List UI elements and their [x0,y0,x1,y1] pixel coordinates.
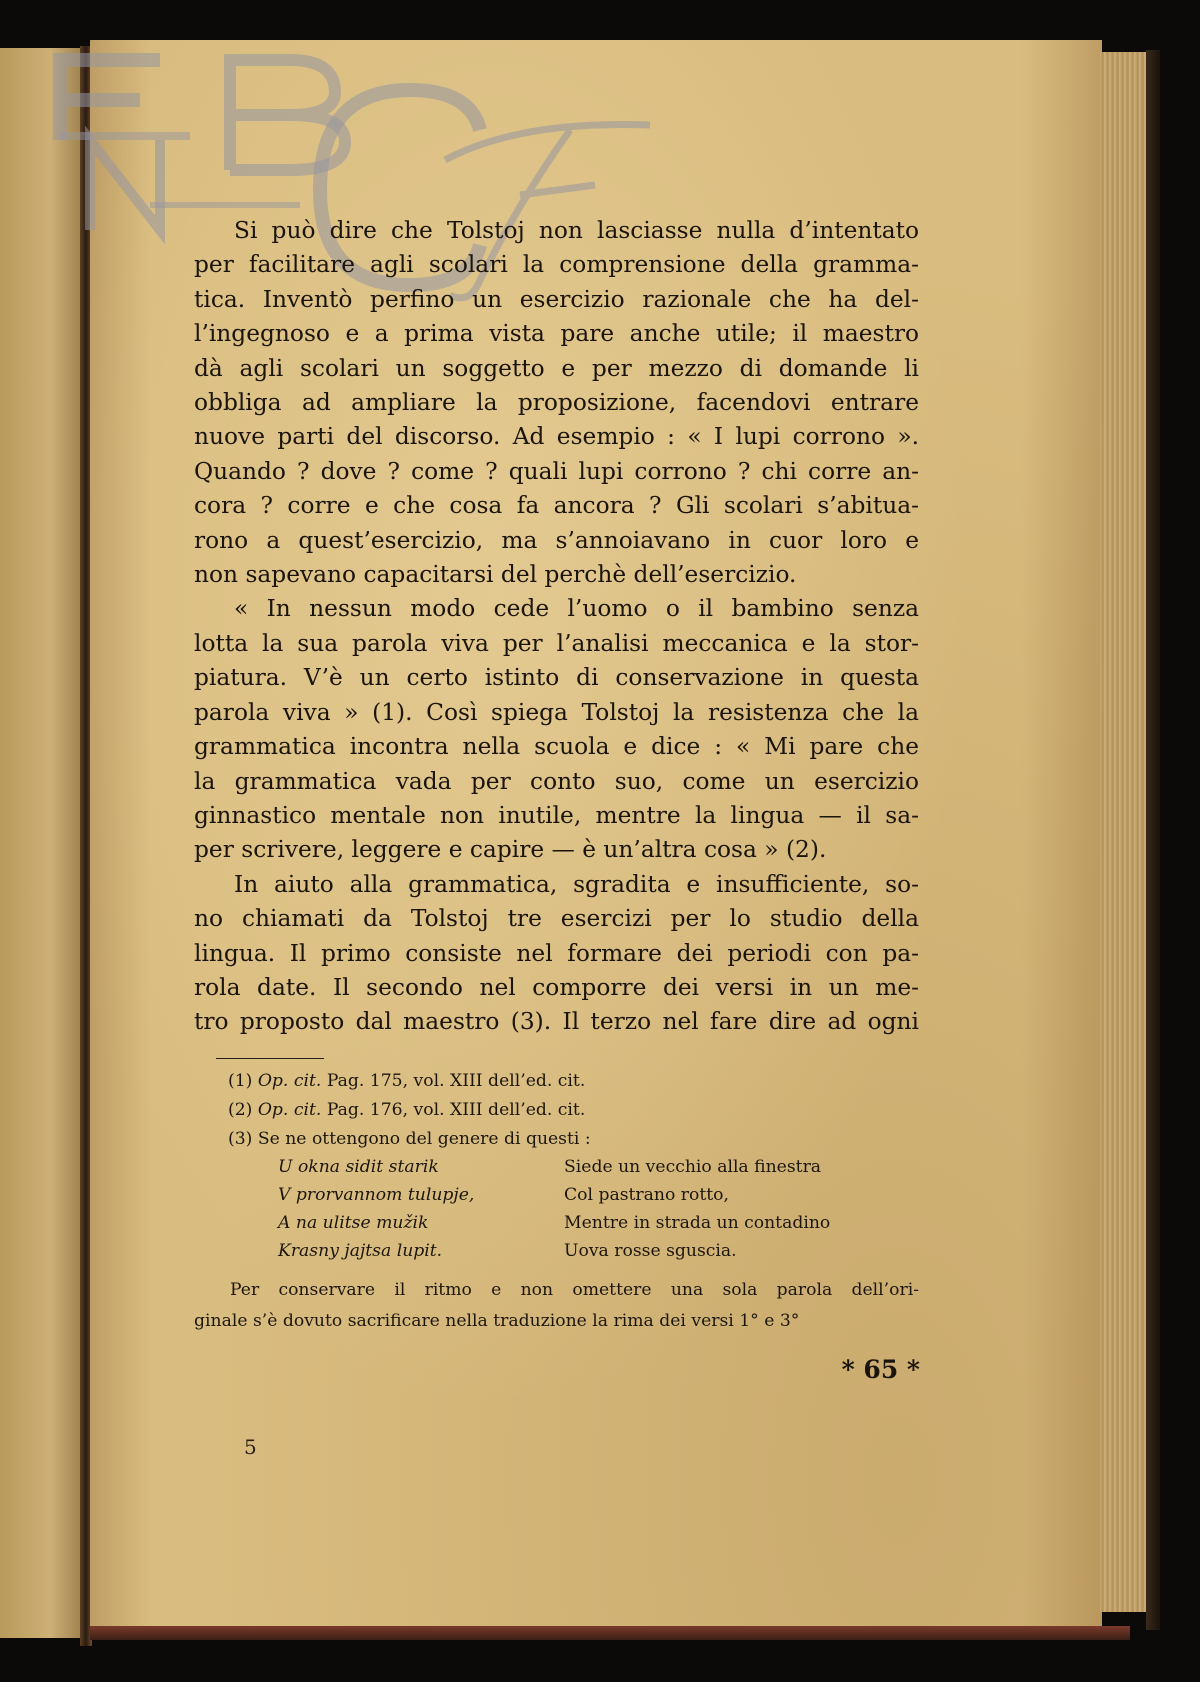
paragraph-3 [194,868,919,1040]
footnote-mark: (3) [228,1128,253,1149]
page-stack-edges [1100,52,1148,1612]
verse-original: U okna sidit starik [278,1157,439,1178]
text-line: Quando ? dove ? come ? quali lupi corrono ? chi corre an- [194,457,919,485]
text-line: « In nessun modo cede l’uomo o il bambino senza [234,595,919,623]
text-line: piatura. V’è un certo istinto di conservazione in questa [194,664,919,692]
text-line: tro proposto dal maestro (3). Il terzo nel fare dire ad ogni [194,1008,919,1036]
text-line: nuove parti del discorso. Ad esempio : « I lupi corrono ». [194,423,919,451]
footnotes [194,1067,919,1337]
text-line: la grammatica vada per conto suo, come un esercizio [194,767,919,795]
text-line: lingua. Il primo consiste nel formare dei periodi con pa- [194,939,919,967]
footnote-text: Pag. 176, vol. XIII dell’ed. cit. [326,1099,586,1120]
footnote-ref: Op. cit. [257,1071,322,1091]
footnote-text: Se ne ottengono del genere di questi : [257,1128,591,1149]
signature-mark: 5 [244,1435,257,1459]
main-text-block [194,214,919,1040]
text-line: dà agli scolari un soggetto e per mezzo di domande li [194,354,919,382]
footnote-translation-note [194,1275,919,1337]
verse-original: Krasny jajtsa lupit. [278,1241,443,1262]
footnote-text: Pag. 175, vol. XIII dell’ed. cit. [326,1071,586,1091]
verse-translation: Uova rosse sguscia. [564,1241,737,1262]
footnote-3 [228,1125,919,1154]
paragraph-2 [194,592,919,867]
verse-original: A na ulitse mužik [278,1213,429,1234]
cover-bottom-edge [90,1626,1130,1640]
text-line: ginnastico mentale non inutile, mentre la lingua — il sa- [194,801,919,829]
text-line: per facilitare agli scolari la comprensione della gramma- [194,251,919,279]
cover-edge [1146,50,1160,1630]
text-line: rono a quest’esercizio, ma s’annoiavano in cuor loro e [194,526,919,554]
verse-translation: Col pastrano rotto, [564,1185,729,1206]
verse-original: V prorvannom tulupje, [278,1185,475,1206]
verse-translation: Mentre in strada un contadino [564,1213,831,1234]
verse-translation: Siede un vecchio alla finestra [564,1157,822,1178]
text-line: no chiamati da Tolstoj tre esercizi per lo studio della [194,905,919,933]
text-line: Per conservare il ritmo e non omettere una sola parola dell’ori- [230,1280,919,1301]
footnote-mark: (2) [228,1099,253,1120]
text-line: non sapevano capacitarsi del perchè dell’esercizio. [194,561,797,589]
footnote-mark: (1) [228,1071,253,1091]
footnote-rule [216,1058,324,1059]
text-line: ginale s’è dovuto sacrificare nella traduzione la rima dei versi 1° e 3° [194,1311,800,1332]
text-line: In aiuto alla grammatica, sgradita e insufficiente, so- [234,870,919,898]
text-line: Si può dire che Tolstoj non lasciasse nulla d’intentato [234,217,919,244]
text-line: rola date. Il secondo nel comporre dei versi in un me- [194,973,919,1001]
text-line: tica. Inventò perfino un esercizio razionale che ha del- [194,285,919,313]
page-number: * 65 * [841,1355,920,1384]
text-line: grammatica incontra nella scuola e dice : « Mi pare che [194,733,919,761]
text-line: cora ? corre e che cosa fa ancora ? Gli scolari s’abitua- [194,492,919,520]
footnote-ref: Op. cit. [257,1099,322,1120]
text-line: obbliga ad ampliare la proposizione, facendovi entrare [194,389,919,417]
footnote-2 [228,1096,919,1125]
left-page-edge [0,48,84,1638]
text-line: per scrivere, leggere e capire — è un’altra cosa » (2). [194,836,827,864]
text-line: lotta la sua parola viva per l’analisi meccanica e la stor- [194,629,919,657]
text-line: l’ingegnoso e a prima vista pare anche utile; il maestro [194,320,919,348]
text-line: parola viva » (1). Così spiega Tolstoj la resistenza che la [194,698,919,726]
paragraph-1 [194,214,919,592]
verse-table [278,1153,919,1265]
footnote-1 [228,1067,919,1096]
